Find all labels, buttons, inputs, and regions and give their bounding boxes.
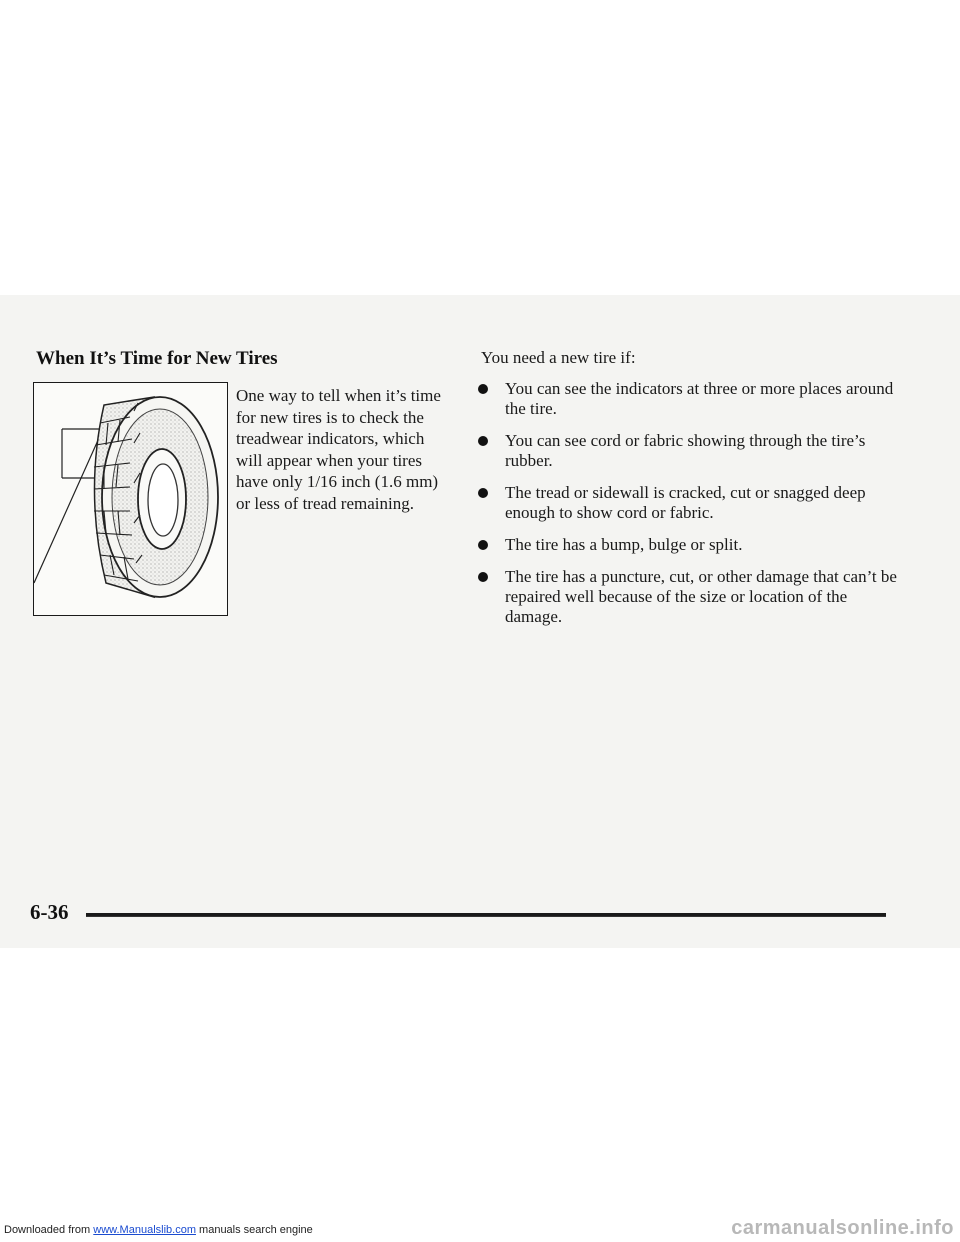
- bullet-icon: [478, 488, 488, 498]
- footer-rule: [86, 913, 886, 917]
- watermark: carmanualsonline.info: [731, 1217, 954, 1239]
- list-item-text: The tire has a puncture, cut, or other damage that can’t be repaired well because of the size or location of the damage.: [505, 567, 897, 626]
- page-number: 6-36: [30, 900, 69, 924]
- replacement-checklist: [478, 379, 898, 639]
- tire-figure: [33, 382, 228, 616]
- checklist-lead: You need a new tire if:: [481, 348, 636, 367]
- bullet-icon: [478, 384, 488, 394]
- list-item-text: You can see the indicators at three or more places around the tire.: [505, 379, 894, 418]
- list-item: [478, 483, 898, 523]
- bullet-icon: [478, 436, 488, 446]
- download-credit-prefix: Downloaded from: [4, 1224, 94, 1236]
- list-item-text: The tread or sidewall is cracked, cut or snagged deep enough to show cord or fabric.: [505, 483, 866, 522]
- list-item-text: You can see cord or fabric showing through the tire’s rubber.: [505, 431, 866, 470]
- manualslib-link[interactable]: www.Manualslib.com: [93, 1224, 196, 1236]
- list-item: [478, 535, 898, 555]
- list-item: [478, 379, 898, 419]
- list-item: [478, 431, 898, 471]
- download-credit: [4, 1224, 313, 1236]
- download-credit-suffix: manuals search engine: [195, 1224, 313, 1236]
- bullet-icon: [478, 572, 488, 582]
- bullet-icon: [478, 540, 488, 550]
- list-item: [478, 567, 898, 627]
- tire-treadwear-icon: [34, 383, 227, 615]
- intro-paragraph: One way to tell when it’s time for new tires is to check the treadwear indicators, which will appear when your tires have only 1/16 inch (1.6 mm) or less of tread remaining.: [236, 386, 441, 513]
- section-heading: When It’s Time for New Tires: [36, 348, 278, 369]
- manual-page: [0, 295, 960, 948]
- list-item-text: The tire has a bump, bulge or split.: [505, 535, 743, 554]
